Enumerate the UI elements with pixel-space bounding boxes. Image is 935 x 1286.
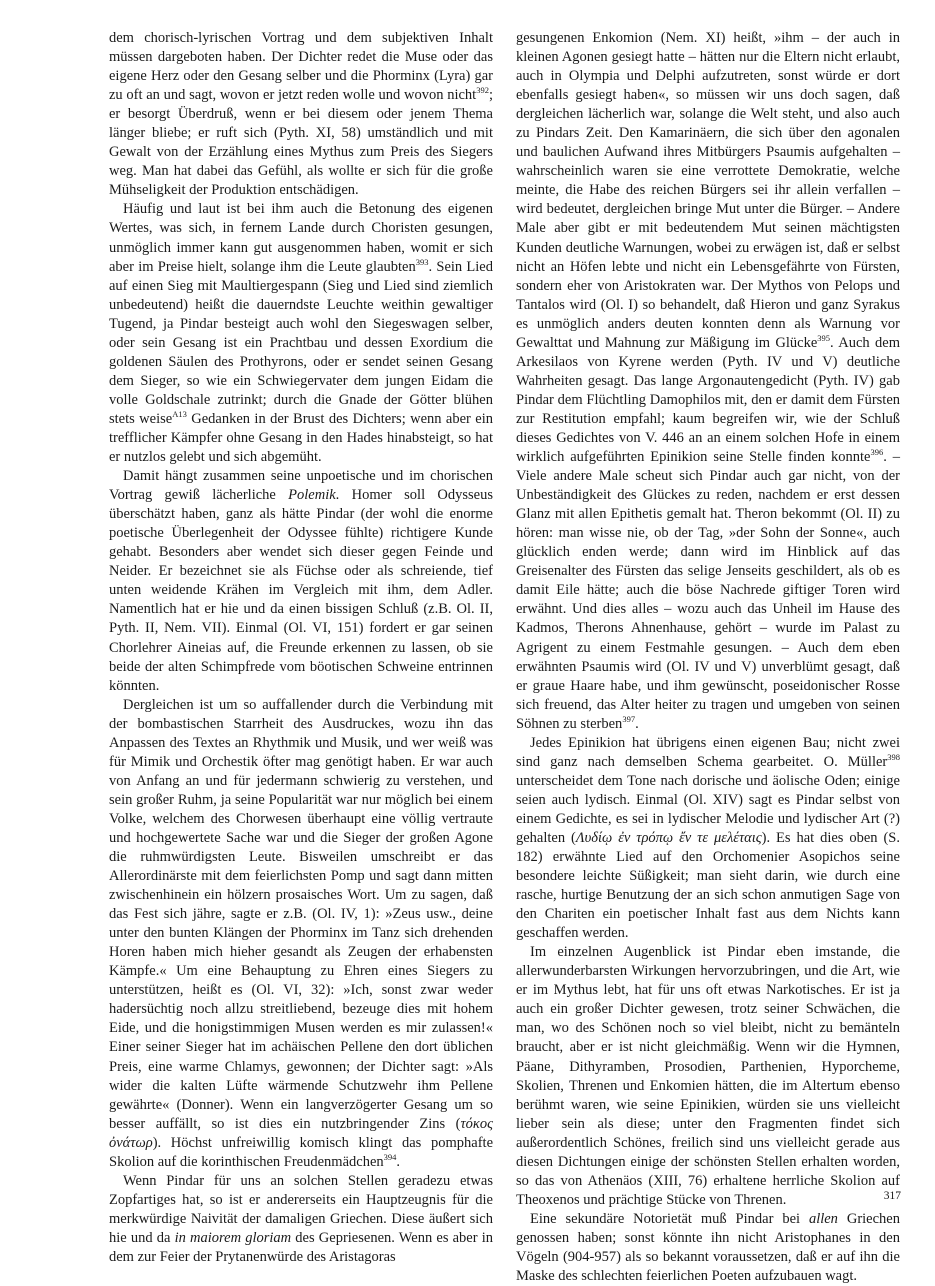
right-column	[516, 29, 900, 1286]
text-run: Gedanken in der Brust des Dichters; wenn aber ein trefflicher Kämpfer ohne Gesang in den Hades hinabsteigt, so hat er nutzlos gelebt und sich abgemüht.	[109, 410, 494, 466]
footnote-marker: 395	[817, 332, 831, 343]
footnote-marker: 396	[870, 447, 884, 458]
footnote-marker: 393	[415, 256, 429, 267]
italic-text: Λυδίῳ ἐν τρόπῳ ἔν τε μελέταις	[575, 829, 762, 846]
paragraph-p7	[516, 734, 900, 944]
text-run: Griechen genossen haben; sonst könnte ihn nicht Aristophanes in den Vögeln (904-957) als so bekannt voraussetzen, daß er auf ihn die Maske des schlechten feierlichen Poeten aufzubauen wagt.	[516, 1210, 900, 1285]
text-run: Eine sekundäre Notorietät muß Pindar bei	[530, 1210, 809, 1227]
text-run: unterscheidet dem Tone nach dorische und äolische Oden; einige seien auch lydisch. Einmal (Ol. XIV) sagt es Pindar selbst von einem Gedichte, es sei in lydischer Melodie und lydischer Art (?) gehalten (	[516, 772, 900, 846]
footnote-marker: 397	[622, 713, 636, 724]
paragraph-p3	[109, 467, 493, 696]
paragraph-p5	[109, 1172, 493, 1267]
paragraph-p6	[516, 29, 900, 734]
italic-text: Polemik	[288, 487, 336, 504]
text-run: . Auch dem Arkesilaos von Kyrene werden (Pyth. IV und V) deutliche Wahrheiten gesagt. Das lange Argonautengedicht (Pyth. IV) gab Pindar dem Flüchtling Damophilos mit, den er damit dem Fürsten zur Restitution empfahl; kaum begreifen wir, wie der Schluß dieses Gedichtes von V. 446 an an einem solchen Hofe in einem wirklich aufgeführten Epinikion seine Stelle finden konnte	[516, 334, 900, 466]
left-column	[109, 29, 493, 1267]
text-run: Wenn Pindar für uns an solchen Stellen geradezu etwas Zopfartiges hat, so ist er andererseits ein Hauptzeugnis für die merkwürdige Naivität der damaligen Griechen. Diese äußert sich hie und da	[109, 1172, 493, 1246]
text-run: . Sein Lied auf einen Sieg mit Maultiergespann (Sieg und Lied sind ziemlich unbedeutend) heißt die dauerndste Leuchte weithin gewaltiger Tugend, ja Pindar besteigt auch wohl den Siegeswagen selber, oder sein Gesang ist ein Prachtbau und dessen Exordium die goldenen Säulen des Prothyrons, oder er sendet seinen Gesang dem Sieger, so wie ein Schwiegervater dem jungen Eidam die volle Goldschale zutrinkt; durch die Gnade der Götter blühen stets weise	[109, 258, 493, 427]
text-run: ). Es hat dies oben (S. 182) erwähnte Lied auf den Orchomenier Asopichos seine besondere leichte Süßigkeit; man sieht darin, wie durch eine rasche, hurtige Benutzung der an sich schon anmutigen Sage von den Chariten ein poetischer Inhalt fast aus dem Nichts kann geschaffen werden.	[516, 829, 900, 942]
text-run: Dergleichen ist um so auffallender durch die Verbindung mit der bombastischen Starrheit des Ausdruckes, wozu ihn das Anpassen des Textes an Rhythmik und Musik, und wer weiß was für Mimik und Orchestik öfter mag genötigt haben. Er war auch von Anfang an und für jedermann schwierig zu verstehen, und sein großer Ruhm, ja seine Popularität war nur möglich bei einem Volke, welchem des Chorwesen überhaupt eine völlig vertraute und hochgewertete Sache war und die Sieger der großen Agone die ruhmwürdigsten Leute. Bisweilen umschreibt er das Allerordinärste mit dem feierlichsten Pomp und sagt dann mitten zwischenhinein ein hölzern prosaisches Wort. Um zu sagen, daß das Fest sich jähre, sagte er z.B. (Ol. IV, 1): »Zeus usw., deine unter den bunten Klängen der Phorminx im Tanz sich drehenden Horen haben mich hieher gesandt als Zeugen der erhabensten Kämpfe.« Um eine Behauptung zu Ehren eines Siegers zu unterstützen, heißt es (Ol. VI, 32): »Ich, sonst zwar weder hadersüchtig noch allzu streitliebend, bezeuge dies mit hohem Eide, und die honigstimmigen Musen werden es mir zulassen!« Einer seiner Sieger hat im achäischen Pellene den dort üblichen Preis, eine warme Chlamys, gewonnen; der Dichter sagt: »Als wider die kalten Lüfte wärmende Schutzwehr ihm Pellene gewährte« (Donner). Wenn ein langverzögerter Gesang um so besser auffällt, so ist dies ein nutzbringender Zins (	[109, 696, 493, 1132]
text-run: .	[635, 715, 639, 732]
text-run: . Homer soll Odysseus überschätzt haben, ganz als hätte Pindar (der wohl die enorme poetische Überlegenheit der Odyssee fühlte) richtigere Kunde gehabt. Besonders aber wendet sich dieser gegen Feinde und Neider. Er bezeichnet sie als Füchse oder als schreiende, tief unten weidende Krähen im Vergleich mit ihm, dem Adler. Namentlich hat er hie und da einen bissigen Schluß (z.B. Ol. II, Pyth. II, Nem. VII). Einmal (Ol. VI, 151) fordert er gar seinen Chorlehrer Aineias auf, die Freunde erkennen zu lassen, ob sie beide der alten Schimpfrede vom böotischen Schweine entrinnen könnten.	[109, 487, 493, 694]
text-run: dem chorisch-lyrischen Vortrag und dem subjektiven Inhalt müssen dargeboten haben. Der Dichter redet die Muse oder das eigene Herz oder den Gesang selber und die Phorminx (Lyra) gar zu oft an und sagt, wovon er jetzt reden wolle und wovon nicht	[109, 30, 493, 104]
footnote-marker: 398	[887, 751, 900, 762]
footnote-marker: A13	[172, 409, 187, 420]
text-run: ). Höchst unfreiwillig komisch klingt das pomphafte Skolion auf die korinthischen Freudenmädchen	[109, 1134, 493, 1170]
italic-text: in maiorem gloriam	[174, 1229, 292, 1246]
paragraph-p2	[109, 200, 493, 467]
text-run: des Gepriesenen. Wenn es aber in dem zur Feier der Prytanenwürde des Aristagoras	[109, 1229, 494, 1265]
page-number: 317	[883, 1190, 901, 1202]
text-run: Im einzelnen Augenblick ist Pindar eben imstande, die allerwunderbarsten Wirkungen hervorzubringen, und die Art, wie er im Mythus lebt, hat für uns oft etwas Narkotisches. Er ist ja auch ein großer Dichter gewesen, trotz seiner Schwächen, die man, wo des Schönen noch so viel bleibt, nicht zu bemänteln braucht, aber er ist nicht gleichmäßig. Wenn wir die Hymnen, Päane, Dithyramben, Prosodien, Parthenien, Hyporcheme, Skolien, Threnen und Enkomien hätten, die im Altertum ebenso berühmt waren, wie seine Epinikien, würden sie uns vielleicht lieber sein als diese; unter den Fragmenten findet sich außerordentlich Schönes, freilich sind uns vielleicht gerade aus diesen Dichtungen einige der schönsten Stellen erhalten worden, so das von Athenäos (XIII, 76) erhaltene herrliche Skolion auf Theoxenos und prächtige Stücke von Threnen.	[516, 944, 900, 1208]
paragraph-p4	[109, 696, 493, 1172]
text-run: Damit hängt zusammen seine unpoetische und im chorischen Vortrag gewiß lächerliche	[109, 468, 493, 504]
footnote-marker: 394	[383, 1151, 397, 1162]
text-run: gesungenen Enkomion (Nem. XI) heißt, »ihm – der auch in kleinen Agonen gesiegt hatte – hätten nur die Eltern nicht erlaubt, auch in Olympia und Delphi aufzutreten, sonst würde er dort ebenfalls gesiegt haben«, so müssen wir uns doch sagen, daß dergleichen lächerlich war, solange die Welt steht, und also auch zu Pindars Zeit. Den Kamarinäern, die sich über den agonalen und baulichen Aufwand ihres Mitbürgers Psaumis aufgehalten – wahrscheinlich waren sie eine verrottete Demokratie, welche meinte, die Habe des reichen Bürgers sei ihr allein verfallen – wird bedeutet, dergleichen bringe Mut unter die Bürger. – Andere Male aber gibt er mit bedeutendem Mut seinen mächtigsten Kunden deutliche Warnungen, wobei zu erwägen ist, daß er selbst nicht an Höfen lebte und nicht ein Lebensgefährte von Fürsten, sondern eher von Aristokraten war. Der Mythos von Pelops und Tantalos wird (Ol. I) so behandelt, daß Hieron und ganz Syrakus es unmöglich anders deuten konnten denn als Warnung vor Gewalttat und Mahnung zur Mäßigung im Glücke	[516, 30, 900, 351]
text-run: .	[396, 1153, 401, 1170]
italic-text: τόκος ὀνάτωρ	[109, 1115, 493, 1151]
text-run: ; er besorgt Überdruß, wenn er bei diesem oder jenem Thema länger bliebe; er ruft sich (Pyth. XI, 58) umständlich und mit Gewalt von der Erzählung eines Mythus zum Preis des Siegers weg. Man hat dabei das Gefühl, als wollte er sich für die große Mühseligkeit der Produktion entschädigen.	[109, 87, 493, 199]
italic-text: allen	[808, 1210, 838, 1227]
text-run: Häufig und laut ist bei ihm auch die Betonung des eigenen Wertes, was sich, in fernem Lande durch Choristen gesungen, unmöglich immer kann gut ausgenommen haben, womit er sich aber im Preise hielt, solange ihm die Leute glaubten	[109, 201, 493, 275]
paragraph-p9	[516, 1210, 900, 1286]
paragraph-p8	[516, 943, 900, 1210]
paragraph-p1	[109, 29, 493, 200]
text-run: . – Viele andere Male scheut sich Pindar auch gar nicht, von der Unbeständigkeit des Glückes zu reden, nachdem er erst dessen Glanz mit allen Epithetis gemalt hat. Theron bekommt (Ol. II) zu hören: man wisse nie, ob der Tag, »der Sohn der Sonne«, auch glücklich enden werde; dann wird im Hinblick auf das Greisenalter des Fürsten das selige Jenseits geschildert, als ob es damit Eile hätte; auch die böse Nachrede giftiger Toren wird erwähnt. Und dies alles – wozu auch das Unheil im Hause des Kadmos, Therons Ahnenhause, gehört – wurde im Palast zu Agrigent zu einem Festmahle gesungen. – Auch dem eben erwähnten Psaumis wird (Ol. IV und V) unverblümt gesagt, daß er graue Haare habe, und ihm gewünscht, poseidonischer Rosse sich freuend, das Alter heiter zu tragen und umgeben von seinen Söhnen zu sterben	[516, 449, 900, 732]
footnote-marker: 392	[476, 85, 489, 96]
text-run: Jedes Epinikion hat übrigens einen eigenen Bau; nicht zwei sind ganz nach demselben Schema gearbeitet. O. Müller	[516, 734, 900, 770]
